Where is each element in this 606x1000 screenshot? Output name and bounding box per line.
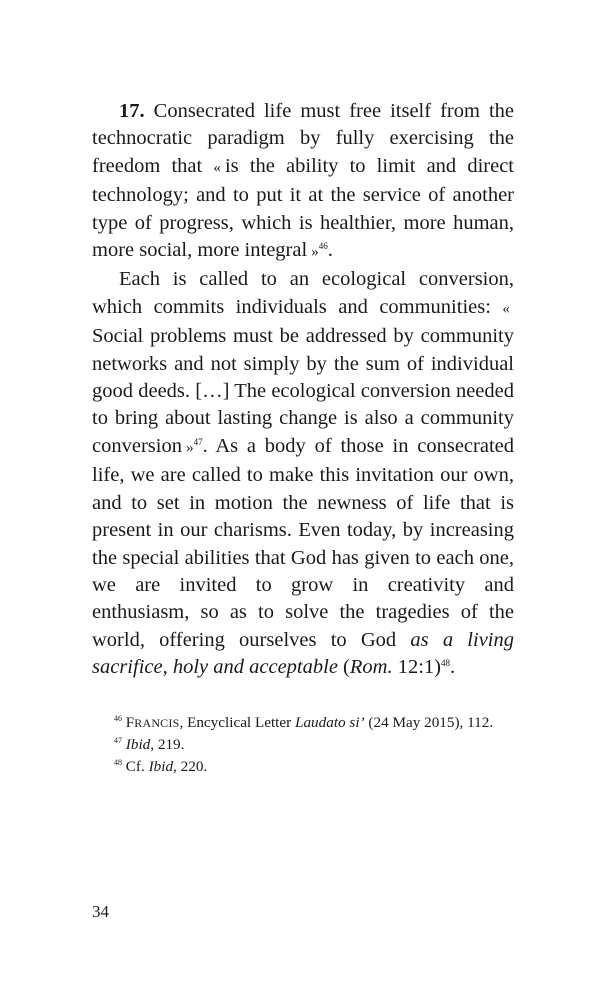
paragraph-number: 17. [119, 100, 145, 122]
open-quote: « [213, 159, 221, 176]
citation-book: Rom. [349, 656, 393, 679]
paragraph-ecological-conversion [92, 266, 514, 681]
footnote-ref-47[interactable]: 47 [193, 436, 203, 447]
document-title: Laudato si’ [295, 713, 365, 731]
footnotes [92, 712, 514, 778]
quotation-text: is the ability to limit and direct technology; and to put it at the service of another type of progress, which is healthier, more human, more social, more integral [92, 154, 514, 262]
open-quote: « [502, 300, 510, 317]
italic-quotation: as a living sacrifice, holy and acceptable [92, 628, 514, 679]
quotation-text: Social problems must be addressed by community networks and not simply by the sum of individual good deeds. […] The ecological conversion needed to bring about lasting change is also a community conversion [92, 295, 514, 457]
paragraph-end: . [449, 656, 456, 679]
author-initial: F [125, 713, 135, 731]
paragraph-text: . As a body of those in consecrated life, we are called to make this invitation our own, and to set in motion the newness of life that is present in our charisms. Even today, by increasing the special abilities that God has given to each one, we are invited to grow in creativity and enthusiasm, so as to solve the tragedies of the world, offering ourselves to God [92, 434, 514, 651]
footnote-ref-48[interactable]: 48 [440, 658, 450, 669]
paragraph-text: Consecrated life must free itself from the technocratic paradigm by fully exercising the freedom that [92, 100, 514, 177]
footnote-47 [92, 734, 514, 756]
paragraph-17 [92, 98, 514, 266]
footnote-ref-46[interactable]: 46 [318, 241, 328, 252]
footnote-text: (24 May 2015), 112. [364, 713, 494, 731]
citation-verse: 12:1) [392, 656, 441, 679]
body-text [92, 98, 514, 682]
ibid: Ibid [148, 757, 174, 775]
page-content [92, 98, 514, 778]
footnote-number: 48 [114, 757, 122, 767]
close-quote: » [186, 439, 194, 456]
footnote-text: , 220. [173, 757, 208, 775]
ibid: Ibid [125, 736, 151, 754]
footnote-text: , 219. [150, 736, 185, 754]
footnote-48 [92, 756, 514, 778]
footnote-46 [92, 712, 514, 735]
page-number: 34 [92, 902, 109, 921]
author-name: RANCIS [134, 715, 180, 730]
paragraph-end: . [327, 239, 333, 262]
footnote-text: , Encyclical Letter [179, 713, 295, 731]
footnote-number: 46 [114, 713, 122, 723]
citation-open: ( [337, 656, 350, 679]
footnote-prefix: Cf. [125, 757, 149, 775]
close-quote: » [311, 244, 319, 261]
paragraph-text: Each is called to an ecological conversion, which commits individuals and communities: [92, 268, 514, 318]
footnote-number: 47 [114, 736, 122, 746]
